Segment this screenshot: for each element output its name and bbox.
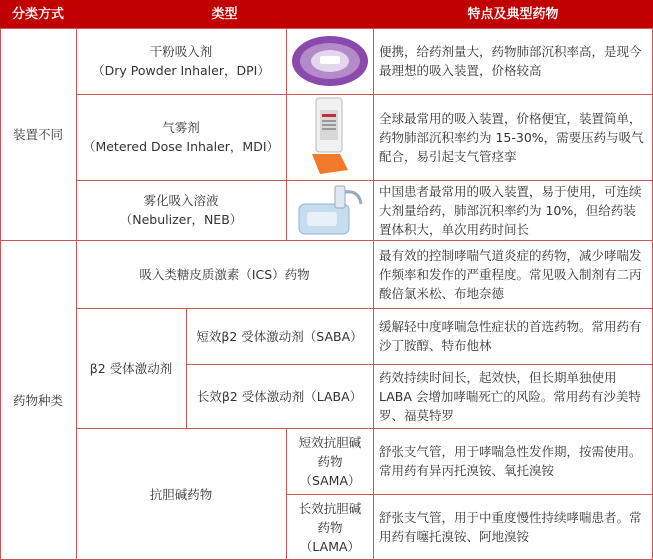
- drug-lama-desc: 舒张支气管，用于中重度慢性持续哮喘患者。常用药有噻托溴铵、阿地溴铵: [379, 510, 642, 544]
- device-mdi-name-en: （Metered Dose Inhaler，MDI）: [82, 139, 280, 154]
- drug-ics-desc: 最有效的控制哮喘气道炎症的药物，减少哮喘发作频率和发作的严重程度。常见吸入制剂有二丙酸倍氯米松、布地奈德: [379, 247, 642, 301]
- grid-line: [76, 28, 77, 560]
- device-mdi-name-cn: 气雾剂: [162, 120, 200, 135]
- drug-lama-name: 长效抗胆碱药物（LAMA）: [298, 500, 362, 554]
- grid-line: [286, 28, 287, 240]
- grid-line: [286, 494, 653, 495]
- drug-sama-name: 短效抗胆碱药物（SAMA）: [298, 434, 362, 488]
- drug-laba-desc: 药效持续时间长，起效快，但长期单独使用 LABA 会增加哮喘死亡的风险。常用药有沙美特罗、福莫特罗: [379, 369, 641, 423]
- device-dpi-name-en: （Dry Powder Inhaler，DPI）: [92, 63, 270, 78]
- section-device-label: 装置不同: [12, 126, 63, 142]
- nebulizer-machine-image: [295, 182, 367, 238]
- grid-line: [0, 28, 653, 29]
- grid-line: [76, 180, 653, 181]
- device-neb-name-en: （Nebulizer，NEB）: [119, 212, 243, 227]
- section-drug-label: 药物种类: [12, 392, 63, 408]
- grid-line: [286, 428, 287, 560]
- device-neb-name-cn: 雾化吸入溶液: [143, 193, 219, 208]
- grid-line: [0, 240, 653, 241]
- grid-line: [373, 28, 374, 560]
- grid-line: [186, 364, 653, 365]
- header-col2: 类型: [76, 0, 373, 28]
- drug-beta2-name: β2 受体激动剂: [89, 360, 173, 376]
- metered-dose-inhaler-image: [300, 96, 360, 176]
- grid-line: [0, 28, 1, 560]
- device-dpi-desc: 便携，给药剂量大，药物肺部沉积率高，是现今最理想的吸入装置，价格较高: [379, 44, 642, 78]
- drug-anti-name: 抗胆碱药物: [149, 486, 213, 502]
- purple-dpi-inhaler-image: [290, 32, 370, 90]
- device-mdi-desc: 全球最常用的吸入装置，价格便宜，装置简单，药物肺部沉积率约为 15-30%，需要压药与吸气配合，易引起支气管痉挛: [379, 110, 644, 164]
- device-dpi-name-cn: 干粉吸入剂: [149, 44, 213, 59]
- grid-line: [186, 308, 187, 428]
- grid-line: [76, 308, 653, 309]
- grid-line: [76, 94, 653, 95]
- drug-sama-desc: 舒张支气管，用于哮喘急性发作期，按需使用。常用药有异丙托溴铵、氧托溴铵: [379, 444, 642, 478]
- grid-line: [76, 428, 653, 429]
- drug-saba-desc: 缓解轻中度哮喘急性症状的首选药物。常用药有沙丁胺醇、特布他林: [379, 319, 642, 353]
- header-col3: 特点及典型药物: [373, 0, 653, 28]
- device-neb-name: [76, 180, 286, 240]
- drug-saba-name: 短效β2 受体激动剂（SABA）: [196, 328, 363, 344]
- drug-laba-name: 长效β2 受体激动剂（LABA）: [196, 388, 363, 404]
- device-dpi-name: [76, 28, 286, 94]
- header-col1: 分类方式: [0, 0, 76, 28]
- device-mdi-name: [76, 94, 286, 180]
- device-neb-desc: 中国患者最常用的吸入装置，易于使用，可连续大剂量给药，肺部沉积率约为 10%，但给药装置体积大，单次用药时间长: [379, 183, 642, 237]
- drug-ics-name: 吸入类糖皮质激素（ICS）药物: [139, 266, 310, 282]
